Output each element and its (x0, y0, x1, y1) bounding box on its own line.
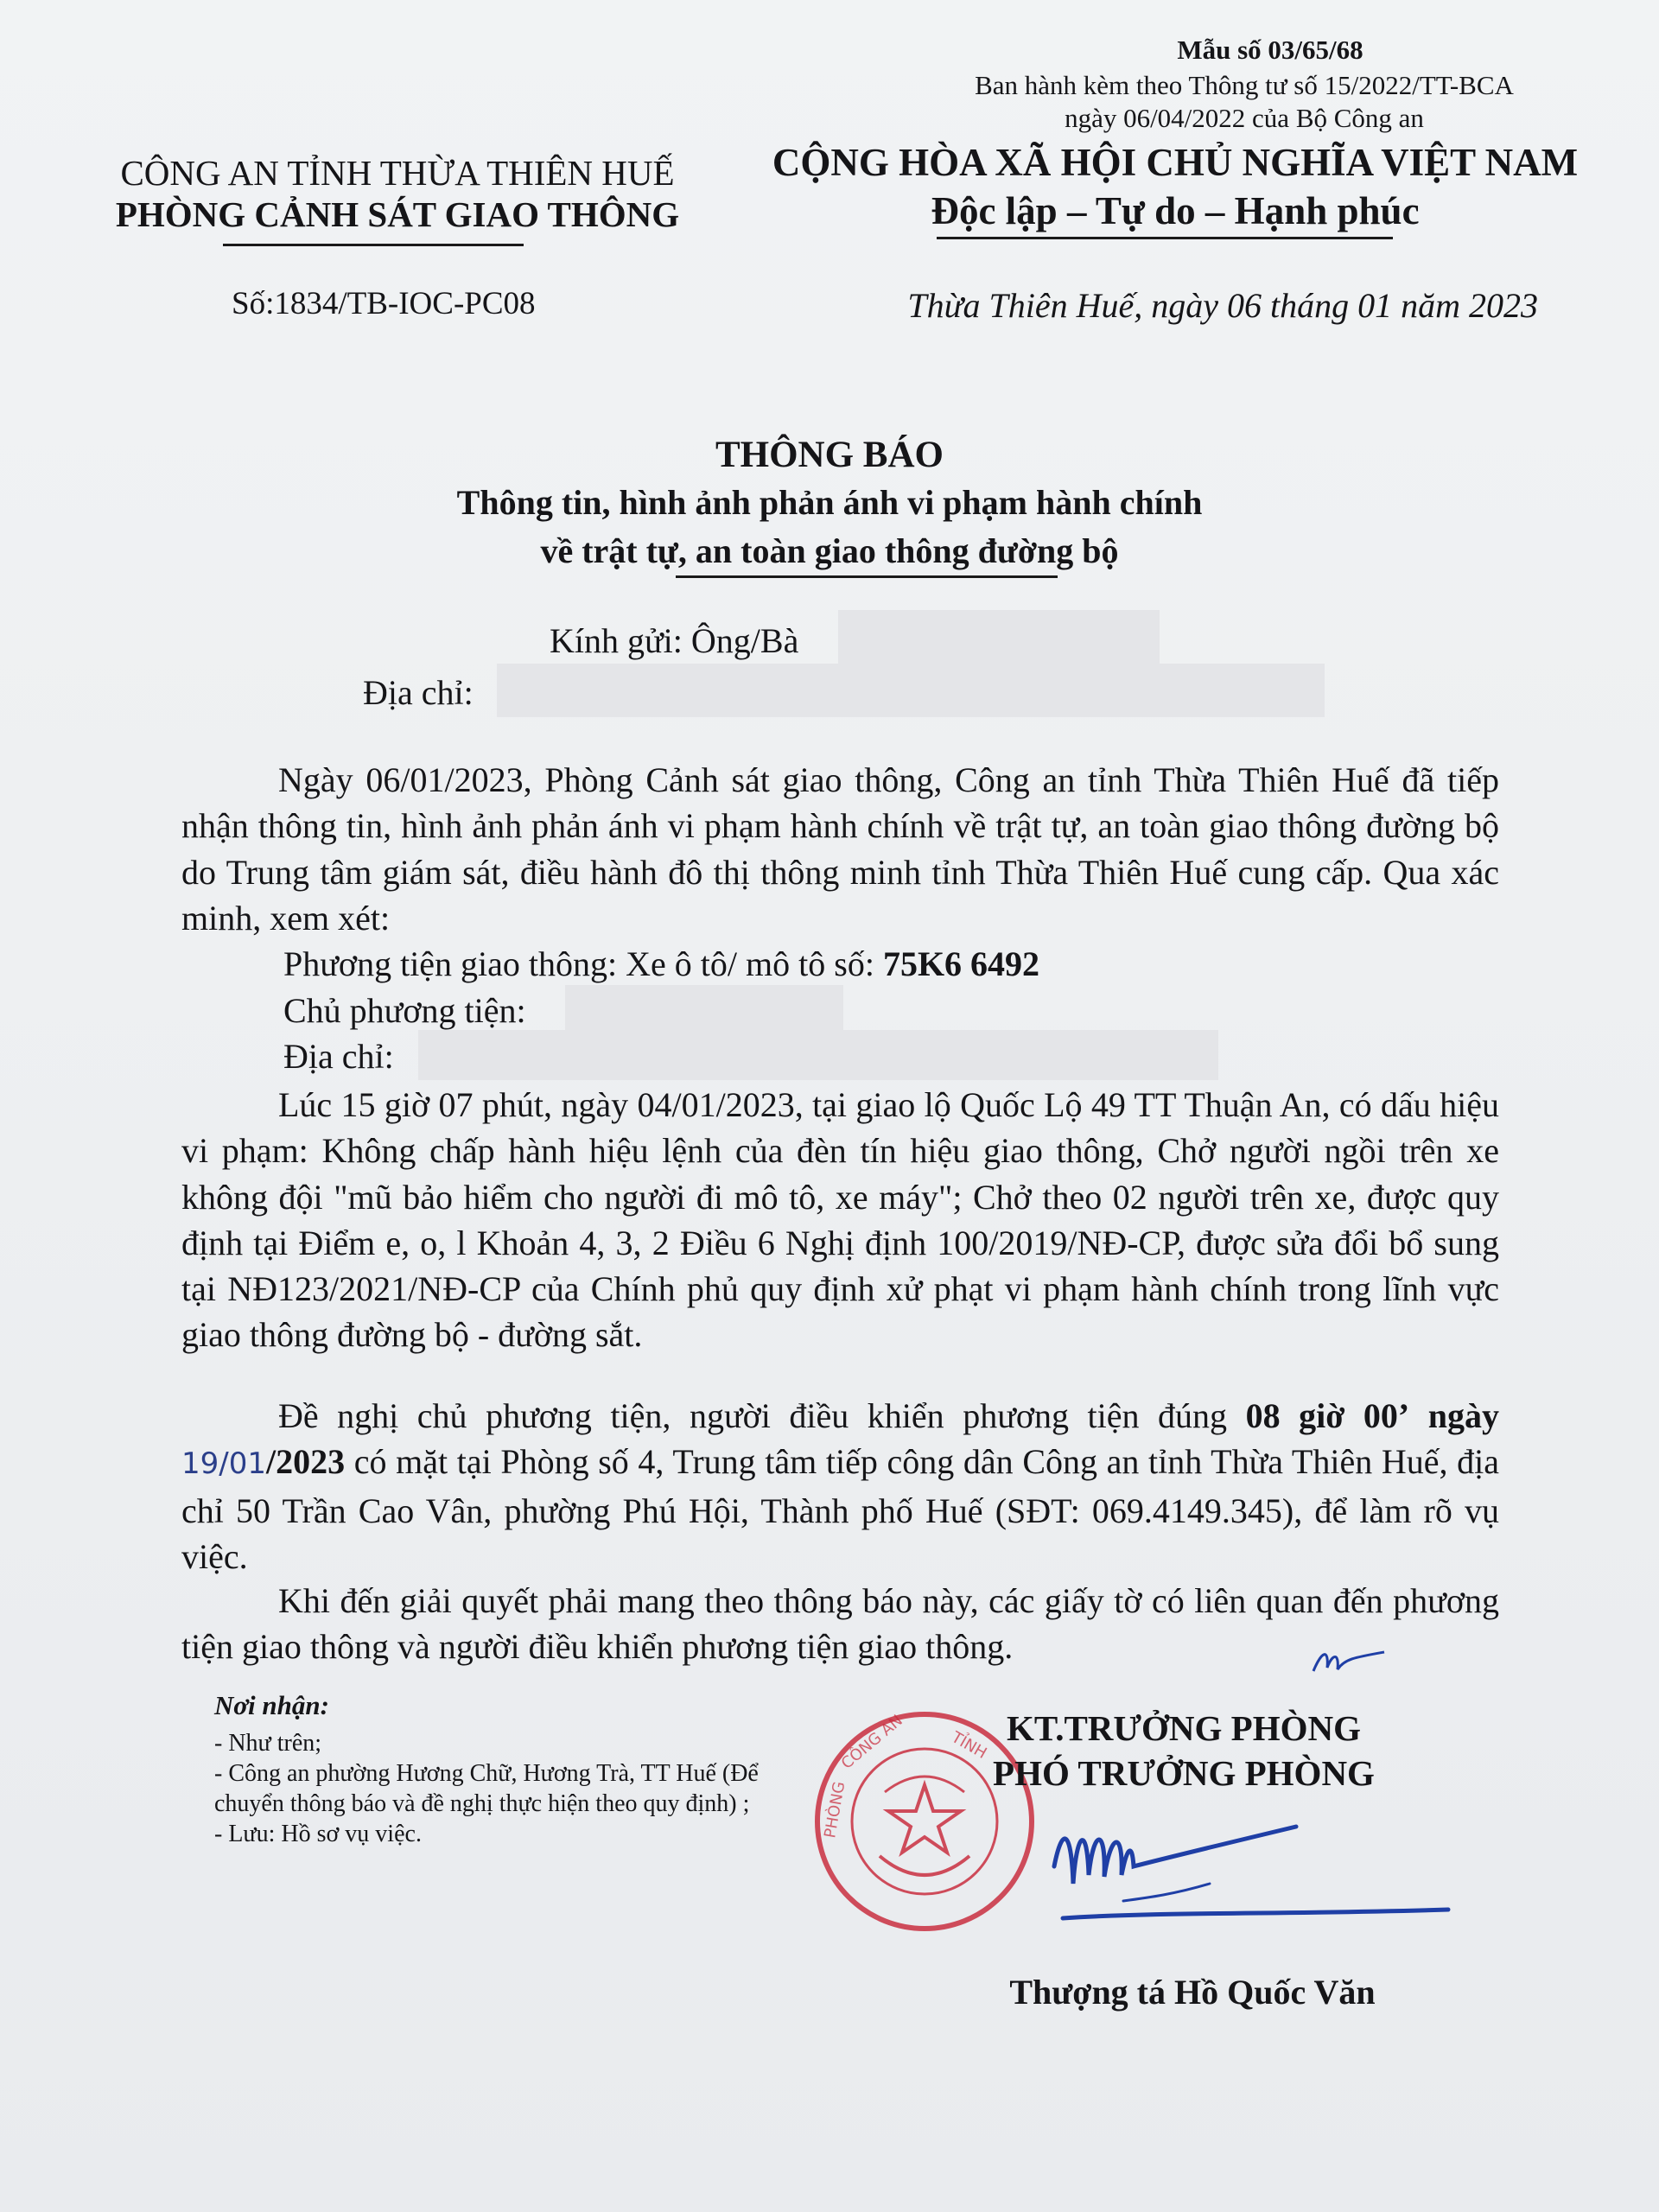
request-paragraph (181, 1393, 1499, 1580)
document-title: THÔNG BÁO (715, 435, 944, 475)
owner-label: Chủ phương tiện: (283, 991, 526, 1030)
title-underline (676, 575, 1058, 578)
issuing-agency (95, 152, 700, 235)
request-time: 08 giờ 00’ (1245, 1396, 1410, 1435)
document-subtitle (0, 479, 1659, 575)
motto-underline (937, 237, 1393, 239)
request-prefix: Đề nghị chủ phương tiện, người điều khiển phương tiện đúng (278, 1396, 1246, 1435)
subtitle-line2: về trật tự, an toàn giao thông đường bộ (540, 531, 1119, 570)
recipient-label: Kính gửi: Ông/Bà (550, 621, 799, 660)
form-issued-line1: Ban hành kèm theo Thông tư số 15/2022/TT-BCA (975, 70, 1514, 100)
signer-name: Thượng tá Hồ Quốc Văn (1009, 1973, 1376, 2012)
document-number: Số:1834/TB-IOC-PC08 (232, 286, 536, 321)
agency-line2: PHÒNG CẢNH SÁT GIAO THÔNG (115, 194, 680, 234)
place-date: Thừa Thiên Huế, ngày 06 tháng 01 năm 2023 (907, 286, 1538, 325)
recipients-title: Nơi nhận: (214, 1690, 329, 1720)
redacted-owner-address (418, 1030, 1218, 1080)
form-issued-line2: ngày 06/04/2022 của Bộ Công an (1065, 103, 1424, 133)
nation-line1: CỘNG HÒA XÃ HỘI CHỦ NGHĨA VIỆT NAM (772, 141, 1579, 184)
recipients-item: - Công an phường Hương Chữ, Hương Trà, TT Huế (Để chuyển thông báo và đề nghị thực hiện theo quy định) ; (214, 1760, 759, 1817)
request-suffix: có mặt tại Phòng số 4, Trung tâm tiếp công dân Công an tỉnh Thừa Thiên Huế, địa chỉ 50 Trần Cao Vân, phường Phú Hội, Thành phố Huế (SĐT: 069.4149.345), để làm rõ vụ việc. (181, 1442, 1499, 1576)
form-number: Mẫu số 03/65/68 (1177, 35, 1363, 65)
request-year: /2023 (265, 1442, 346, 1482)
recipients-item: - Lưu: Hồ sơ vụ việc. (214, 1821, 422, 1847)
agency-underline (223, 244, 524, 246)
violation-paragraph: Lúc 15 giờ 07 phút, ngày 04/01/2023, tại giao lộ Quốc Lộ 49 TT Thuận An, có dấu hiệu vi phạm: Không chấp hành hiệu lệnh của đèn tín hiệu giao thông, Chở người ngồi trên xe không đội "mũ bảo hiểm cho người đi mô tô, xe máy"; Chở theo 02 người trên xe, được quy định tại Điểm e, o, l Khoản 4, 3, 2 Điều 6 Nghị định 100/2019/NĐ-CP, được sửa đổi bổ sung tại NĐ123/2021/NĐ-CP của Chính phủ quy định xử phạt vi phạm hành chính trong lĩnh vực giao thông đường bộ - đường sắt. (181, 1085, 1499, 1355)
signature-title (907, 1706, 1460, 1796)
svg-text:CÔNG AN: CÔNG AN (837, 1711, 906, 1773)
agency-line1: CÔNG AN TỈNH THỪA THIÊN HUẾ (120, 153, 675, 193)
recipient-address-label: Địa chỉ: (363, 673, 474, 712)
signature-line2: PHÓ TRƯỞNG PHÒNG (993, 1753, 1375, 1793)
redacted-recipient-address (497, 664, 1325, 717)
redacted-owner-name (565, 985, 843, 1035)
closing-paragraph: Khi đến giải quyết phải mang theo thông báo này, các giấy tờ có liên quan đến phương tiện giao thông và người điều khiển phương tiện giao thông. (181, 1581, 1499, 1667)
recipients-item: - Như trên; (214, 1730, 322, 1757)
request-day-label: ngày (1427, 1396, 1500, 1435)
svg-text:TỈNH: TỈNH (948, 1728, 990, 1763)
vehicle-plate: 75K6 6492 (882, 944, 1040, 983)
svg-text:PHÒNG: PHÒNG (821, 1780, 849, 1840)
recipients-list (214, 1728, 802, 1849)
handwritten-date: 19/01 (181, 1446, 266, 1482)
signature-line1: KT.TRƯỞNG PHÒNG (1007, 1708, 1361, 1748)
national-motto (743, 138, 1607, 235)
intro-paragraph: Ngày 06/01/2023, Phòng Cảnh sát giao thông, Công an tỉnh Thừa Thiên Huế đã tiếp nhận thông tin, hình ảnh phản ánh vi phạm hành chính về trật tự, an toàn giao thông đường bộ do Trung tâm giám sát, điều hành đô thị thông minh tỉnh Thừa Thiên Huế cung cấp. Qua xác minh, xem xét: (181, 760, 1499, 938)
owner-address-label: Địa chỉ: (283, 1037, 394, 1076)
form-issued-with (933, 69, 1555, 135)
handwritten-signature-icon (1037, 1815, 1469, 1944)
vehicle-label: Phương tiện giao thông: Xe ô tô/ mô tô số: (283, 944, 883, 983)
vehicle-row (283, 944, 1039, 984)
subtitle-line1: Thông tin, hình ảnh phản ánh vi phạm hành chính (456, 483, 1203, 522)
redacted-recipient-name (838, 610, 1160, 669)
initial-mark-icon (1310, 1633, 1388, 1681)
nation-line2: Độc lập – Tự do – Hạnh phúc (931, 189, 1420, 232)
